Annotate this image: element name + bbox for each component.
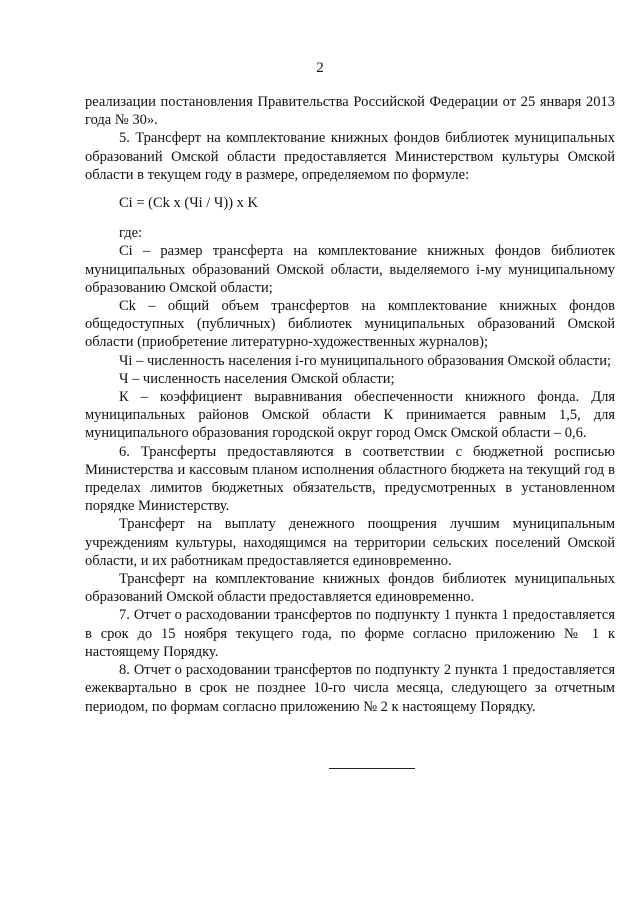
document-body — [85, 93, 615, 716]
paragraph-item-8: 8. Отчет о расходовании трансфертов по подпункту 2 пункта 1 предоставляется ежеквартально в срок не позднее 10-го числа месяца, следующего за отчетным периодом, по формам согласно приложению № 2 к настоящему Порядку. — [85, 662, 615, 715]
end-divider-line — [329, 768, 415, 769]
definition-ci: Ci – размер трансферта на комплектование книжных фондов библиотек муниципальных образований Омской области, выделяемого i-му муниципальному образованию Омской области; — [85, 243, 615, 296]
formula: Ci = (Ck x (Чi / Ч)) x K — [119, 195, 258, 212]
paragraph-book-transfer: Трансферт на комплектование книжных фондов библиотек муниципальных образований Омской области предоставляется единовременно. — [85, 571, 615, 606]
formula-where-label: где: — [119, 225, 143, 242]
paragraph-item-7: 7. Отчет о расходовании трансфертов по подпункту 1 пункта 1 предоставляется в срок до 15 ноября текущего года, по форме согласно приложению № 1 к настоящему Порядку. — [85, 607, 615, 660]
paragraph-intro-continuation: реализации постановления Правительства Российской Федерации от 25 января 2013 года № 30». — [85, 94, 615, 129]
paragraph-bonus-transfer: Трансферт на выплату денежного поощрения лучшим муниципальным учреждениям культуры, находящимся на территории сельских поселений Омской области, и их работникам предоставляется единовременно. — [85, 516, 615, 569]
definition-ck: Ck – общий объем трансфертов на комплектование книжных фондов общедоступных (публичных) библиотек муниципальных образований Омской области (приобретение литературно-художественных журналов); — [85, 298, 615, 351]
page-number: 2 — [316, 60, 324, 76]
paragraph-item-5: 5. Трансферт на комплектование книжных фондов библиотек муниципальных образований Омской области предоставляется Министерством культуры Омской области в текущем году в размере, определяемом по формуле: — [85, 130, 615, 183]
definition-chi: Чi – численность населения i-го муниципального образования Омской области; — [119, 352, 612, 369]
definition-ch: Ч – численность населения Омской области; — [119, 370, 395, 387]
paragraph-item-6: 6. Трансферты предоставляются в соответствии с бюджетной росписью Министерства и кассовым планом исполнения областного бюджета на текущий год в пределах лимитов бюджетных обязательств, предусмотренных в установленном порядке Министерству. — [85, 443, 615, 515]
definition-k: К – коэффициент выравнивания обеспеченности книжного фонда. Для муниципальных районов Омской области К принимается равным 1,5, для муниципального образования городской округ город Омск Омской области – 0,6. — [85, 389, 615, 442]
